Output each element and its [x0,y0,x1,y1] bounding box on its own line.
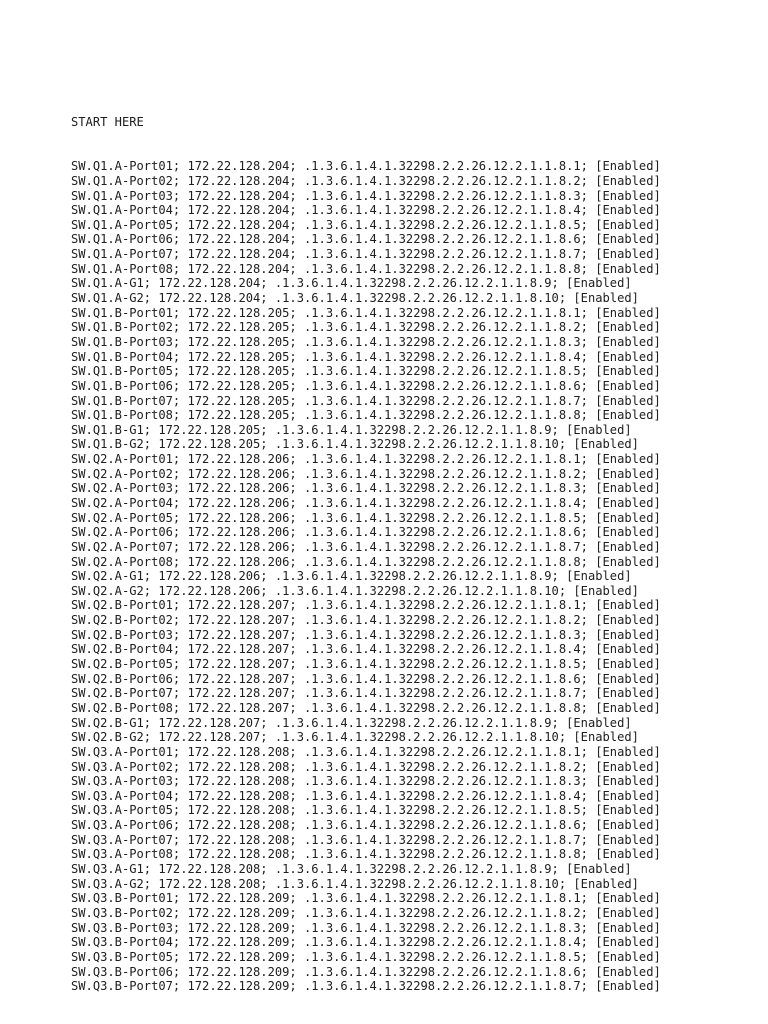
document-line: SW.Q1.A-Port02; 172.22.128.204; .1.3.6.1.4.1.32298.2.2.26.12.2.1.1.8.2; [Enabled] [71,173,661,188]
document-line: SW.Q2.B-G2; 172.22.128.207; .1.3.6.1.4.1.32298.2.2.26.12.2.1.1.8.10; [Enabled] [71,730,639,745]
document-line: SW.Q3.A-Port05; 172.22.128.208; .1.3.6.1.4.1.32298.2.2.26.12.2.1.1.8.5; [Enabled] [71,803,661,818]
document-line: SW.Q2.B-G1; 172.22.128.207; .1.3.6.1.4.1.32298.2.2.26.12.2.1.1.8.9; [Enabled] [71,715,632,730]
document-line: SW.Q3.B-Port01; 172.22.128.209; .1.3.6.1.4.1.32298.2.2.26.12.2.1.1.8.1; [Enabled] [71,891,661,906]
document-line: SW.Q1.B-Port07; 172.22.128.205; .1.3.6.1.4.1.32298.2.2.26.12.2.1.1.8.7; [Enabled] [71,393,661,408]
document-line: SW.Q2.A-Port04; 172.22.128.206; .1.3.6.1.4.1.32298.2.2.26.12.2.1.1.8.4; [Enabled] [71,496,661,510]
document-line: SW.Q2.A-G2; 172.22.128.206; .1.3.6.1.4.1.32298.2.2.26.12.2.1.1.8.10; [Enabled] [71,583,639,598]
document-line: SW.Q2.B-Port01; 172.22.128.207; .1.3.6.1.4.1.32298.2.2.26.12.2.1.1.8.1; [Enabled] [71,598,661,613]
document-line: SW.Q3.A-G1; 172.22.128.208; .1.3.6.1.4.1.32298.2.2.26.12.2.1.1.8.9; [Enabled] [71,862,632,877]
document-line: SW.Q1.A-Port01; 172.22.128.204; .1.3.6.1.4.1.32298.2.2.26.12.2.1.1.8.1; [Enabled] [71,159,661,174]
document-line: SW.Q3.A-Port04; 172.22.128.208; .1.3.6.1.4.1.32298.2.2.26.12.2.1.1.8.4; [Enabled] [71,788,661,803]
document-line: SW.Q2.A-Port07; 172.22.128.206; .1.3.6.1.4.1.32298.2.2.26.12.2.1.1.8.7; [Enabled] [71,539,661,554]
document-line: SW.Q1.B-Port03; 172.22.128.205; .1.3.6.1.4.1.32298.2.2.26.12.2.1.1.8.3; [Enabled] [71,334,661,349]
document-line: SW.Q3.A-Port03; 172.22.128.208; .1.3.6.1.4.1.32298.2.2.26.12.2.1.1.8.3; [Enabled] [71,774,661,789]
document-line: SW.Q3.B-Port06; 172.22.128.209; .1.3.6.1.4.1.32298.2.2.26.12.2.1.1.8.6; [Enabled] [71,964,661,979]
document-line: SW.Q3.A-Port07; 172.22.128.208; .1.3.6.1.4.1.32298.2.2.26.12.2.1.1.8.7; [Enabled] [71,832,661,847]
document-line: SW.Q3.B-Port04; 172.22.128.209; .1.3.6.1.4.1.32298.2.2.26.12.2.1.1.8.4; [Enabled] [71,935,661,950]
document-line: SW.Q1.A-Port04; 172.22.128.204; .1.3.6.1.4.1.32298.2.2.26.12.2.1.1.8.4; [Enabled] [71,203,661,218]
document-line: SW.Q3.B-Port07; 172.22.128.209; .1.3.6.1.4.1.32298.2.2.26.12.2.1.1.8.7; [Enabled] [71,979,661,994]
document-line: SW.Q1.B-Port01; 172.22.128.205; .1.3.6.1.4.1.32298.2.2.26.12.2.1.1.8.1; [Enabled] [71,305,661,320]
document-line: SW.Q2.B-Port07; 172.22.128.207; .1.3.6.1.4.1.32298.2.2.26.12.2.1.1.8.7; [Enabled] [71,686,661,701]
document-line: SW.Q3.B-Port03; 172.22.128.209; .1.3.6.1.4.1.32298.2.2.26.12.2.1.1.8.3; [Enabled] [71,920,661,935]
document-line: SW.Q3.A-Port01; 172.22.128.208; .1.3.6.1.4.1.32298.2.2.26.12.2.1.1.8.1; [Enabled] [71,744,661,759]
document-line: SW.Q2.A-G1; 172.22.128.206; .1.3.6.1.4.1.32298.2.2.26.12.2.1.1.8.9; [Enabled] [71,569,632,584]
document-line: SW.Q1.A-Port05; 172.22.128.204; .1.3.6.1.4.1.32298.2.2.26.12.2.1.1.8.5; [Enabled] [71,217,661,232]
document-line: SW.Q1.A-Port06; 172.22.128.204; .1.3.6.1.4.1.32298.2.2.26.12.2.1.1.8.6; [Enabled] [71,232,661,247]
document-line: SW.Q1.B-Port06; 172.22.128.205; .1.3.6.1.4.1.32298.2.2.26.12.2.1.1.8.6; [Enabled] [71,378,661,393]
document-line: SW.Q3.A-Port02; 172.22.128.208; .1.3.6.1.4.1.32298.2.2.26.12.2.1.1.8.2; [Enabled] [71,759,661,774]
document-line: SW.Q1.A-G1; 172.22.128.204; .1.3.6.1.4.1.32298.2.2.26.12.2.1.1.8.9; [Enabled] [71,276,632,291]
document-line: SW.Q2.B-Port05; 172.22.128.207; .1.3.6.1.4.1.32298.2.2.26.12.2.1.1.8.5; [Enabled] [71,657,661,672]
document-line: SW.Q2.A-Port08; 172.22.128.206; .1.3.6.1.4.1.32298.2.2.26.12.2.1.1.8.8; [Enabled] [71,554,661,569]
document-line: SW.Q3.A-Port08; 172.22.128.208; .1.3.6.1.4.1.32298.2.2.26.12.2.1.1.8.8; [Enabled] [71,847,661,862]
document-line: SW.Q1.A-Port08; 172.22.128.204; .1.3.6.1.4.1.32298.2.2.26.12.2.1.1.8.8; [Enabled] [71,261,661,276]
document-line: SW.Q2.B-Port04; 172.22.128.207; .1.3.6.1.4.1.32298.2.2.26.12.2.1.1.8.4; [Enabled] [71,642,661,657]
document-line: SW.Q3.B-Port05; 172.22.128.209; .1.3.6.1.4.1.32298.2.2.26.12.2.1.1.8.5; [Enabled] [71,949,661,964]
document-line: SW.Q2.B-Port06; 172.22.128.207; .1.3.6.1.4.1.32298.2.2.26.12.2.1.1.8.6; [Enabled] [71,671,661,686]
document-line: SW.Q2.A-Port06; 172.22.128.206; .1.3.6.1.4.1.32298.2.2.26.12.2.1.1.8.6; [Enabled] [71,525,661,540]
document-line: SW.Q1.A-Port03; 172.22.128.204; .1.3.6.1.4.1.32298.2.2.26.12.2.1.1.8.3; [Enabled] [71,188,661,203]
document-line: SW.Q3.A-Port06; 172.22.128.208; .1.3.6.1.4.1.32298.2.2.26.12.2.1.1.8.6; [Enabled] [71,818,661,833]
document-line: SW.Q3.A-G2; 172.22.128.208; .1.3.6.1.4.1.32298.2.2.26.12.2.1.1.8.10; [Enabled] [71,876,639,891]
document-header: START HERE [71,115,144,130]
document-line: SW.Q2.A-Port01; 172.22.128.206; .1.3.6.1.4.1.32298.2.2.26.12.2.1.1.8.1; [Enabled] [71,452,661,467]
document-line: SW.Q1.B-G2; 172.22.128.205; .1.3.6.1.4.1.32298.2.2.26.12.2.1.1.8.10; [Enabled] [71,437,639,452]
document-line: SW.Q2.B-Port02; 172.22.128.207; .1.3.6.1.4.1.32298.2.2.26.12.2.1.1.8.2; [Enabled] [71,613,661,628]
text-document [71,86,661,1023]
document-line: SW.Q2.A-Port05; 172.22.128.206; .1.3.6.1.4.1.32298.2.2.26.12.2.1.1.8.5; [Enabled] [71,510,661,525]
document-line: SW.Q1.B-Port08; 172.22.128.205; .1.3.6.1.4.1.32298.2.2.26.12.2.1.1.8.8; [Enabled] [71,408,661,423]
document-line: SW.Q2.B-Port03; 172.22.128.207; .1.3.6.1.4.1.32298.2.2.26.12.2.1.1.8.3; [Enabled] [71,627,661,642]
document-line: SW.Q1.B-Port05; 172.22.128.205; .1.3.6.1.4.1.32298.2.2.26.12.2.1.1.8.5; [Enabled] [71,364,661,379]
document-line: SW.Q1.A-Port07; 172.22.128.204; .1.3.6.1.4.1.32298.2.2.26.12.2.1.1.8.7; [Enabled] [71,247,661,262]
document-line: SW.Q1.B-Port02; 172.22.128.205; .1.3.6.1.4.1.32298.2.2.26.12.2.1.1.8.2; [Enabled] [71,320,661,335]
document-line: SW.Q1.A-G2; 172.22.128.204; .1.3.6.1.4.1.32298.2.2.26.12.2.1.1.8.10; [Enabled] [71,291,639,306]
document-line: SW.Q2.A-Port02; 172.22.128.206; .1.3.6.1.4.1.32298.2.2.26.12.2.1.1.8.2; [Enabled] [71,466,661,481]
document-line: SW.Q2.A-Port03; 172.22.128.206; .1.3.6.1.4.1.32298.2.2.26.12.2.1.1.8.3; [Enabled] [71,481,661,496]
document-line: SW.Q1.B-Port04; 172.22.128.205; .1.3.6.1.4.1.32298.2.2.26.12.2.1.1.8.4; [Enabled] [71,349,661,364]
document-line: SW.Q3.B-Port02; 172.22.128.209; .1.3.6.1.4.1.32298.2.2.26.12.2.1.1.8.2; [Enabled] [71,905,661,920]
document-lines [71,159,661,994]
document-line: SW.Q2.B-Port08; 172.22.128.207; .1.3.6.1.4.1.32298.2.2.26.12.2.1.1.8.8; [Enabled] [71,700,661,715]
document-line: SW.Q1.B-G1; 172.22.128.205; .1.3.6.1.4.1.32298.2.2.26.12.2.1.1.8.9; [Enabled] [71,422,632,437]
